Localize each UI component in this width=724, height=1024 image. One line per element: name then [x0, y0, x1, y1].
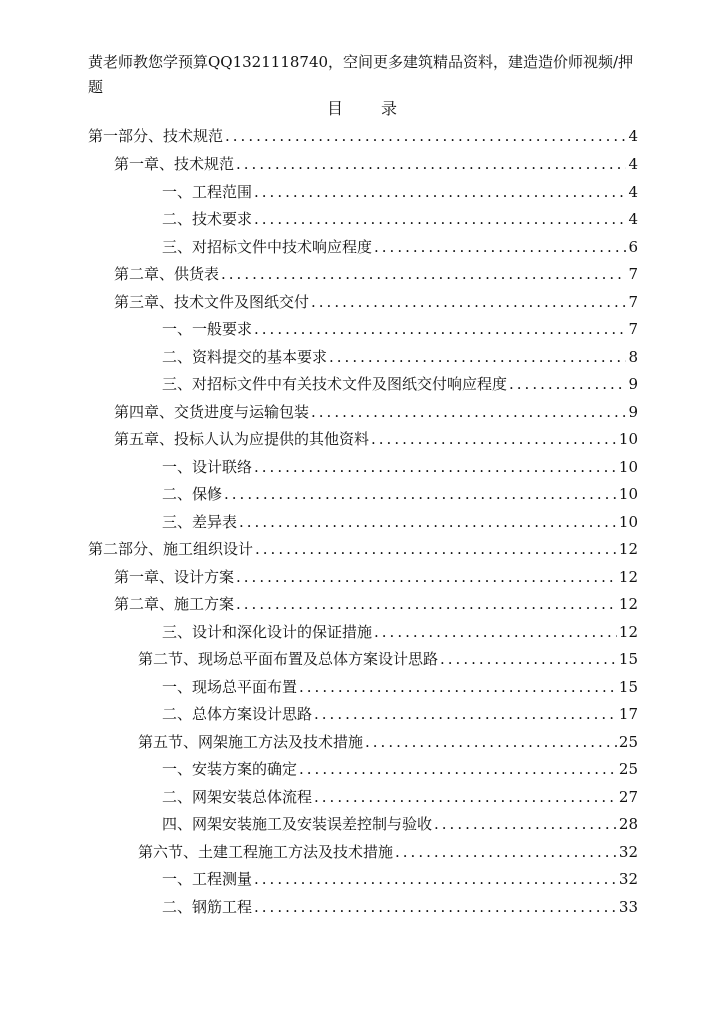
toc-entry-page: 8 [628, 348, 638, 366]
dot-leader [254, 865, 617, 893]
toc-entry[interactable] [114, 425, 638, 453]
toc-entry-label: 第四章、交货进度与运输包装 [114, 403, 310, 421]
toc-entry-page: 12 [618, 568, 638, 586]
dot-leader [221, 260, 626, 288]
toc-entry-label: 一、现场总平面布置 [162, 678, 298, 696]
toc-entry[interactable] [162, 508, 638, 536]
toc-entry[interactable] [162, 783, 638, 811]
toc-entry[interactable] [138, 728, 638, 756]
toc-entry-page: 4 [628, 183, 638, 201]
dot-leader [314, 783, 617, 811]
toc-entry[interactable] [138, 838, 638, 866]
toc-entry[interactable] [88, 535, 638, 563]
toc-entry[interactable] [162, 370, 638, 398]
toc-entry-page: 33 [618, 898, 638, 916]
toc-entry-label: 二、技术要求 [162, 210, 253, 228]
toc-entry-page: 17 [618, 705, 638, 723]
toc-entry[interactable] [162, 343, 638, 371]
toc-entry[interactable] [162, 453, 638, 481]
toc-entry-label: 第五章、投标人认为应提供的其他资料 [114, 430, 370, 448]
dot-leader [254, 893, 617, 921]
dot-leader [239, 508, 617, 536]
toc-entry-label: 第五节、网架施工方法及技术措施 [138, 733, 364, 751]
toc-entry-label: 三、设计和深化设计的保证措施 [162, 623, 373, 641]
dot-leader [374, 618, 617, 646]
toc-entry[interactable] [162, 893, 638, 921]
toc-entry-label: 第三章、技术文件及图纸交付 [114, 293, 310, 311]
header-note: 黄老师教您学预算QQ1321118740，空间更多建筑精品资料，建造造价师视频/押题 [88, 53, 634, 96]
toc-entry-label: 第一部分、技术规范 [88, 127, 224, 145]
toc-entry[interactable] [114, 260, 638, 288]
toc-entry[interactable] [162, 810, 638, 838]
toc-entry-label: 第六节、土建工程施工方法及技术措施 [138, 843, 394, 861]
dot-leader [254, 205, 626, 233]
toc-title-left: 目 [326, 99, 343, 118]
toc-entry-label: 二、网架安装总体流程 [162, 788, 313, 806]
toc-title [0, 97, 724, 121]
dot-leader [371, 425, 617, 453]
toc-entry-label: 第一章、设计方案 [114, 568, 235, 586]
toc-entry[interactable] [162, 618, 638, 646]
toc-entry-label: 二、资料提交的基本要求 [162, 348, 328, 366]
toc-entry-label: 一、设计联络 [162, 458, 253, 476]
dot-leader [434, 810, 617, 838]
dot-leader [224, 480, 617, 508]
toc-entry-page: 10 [618, 485, 638, 503]
toc-entry-label: 三、对招标文件中有关技术文件及图纸交付响应程度 [162, 375, 508, 393]
dot-leader [509, 370, 626, 398]
toc-entry-label: 二、保修 [162, 485, 223, 503]
toc-entry-page: 25 [618, 760, 638, 778]
dot-leader [225, 122, 626, 150]
toc-entry-page: 10 [618, 430, 638, 448]
toc-entry[interactable] [114, 150, 638, 178]
toc-entry-page: 7 [628, 320, 638, 338]
toc-entry[interactable] [162, 673, 638, 701]
toc-entry-label: 一、工程范围 [162, 183, 253, 201]
toc-title-right: 录 [381, 99, 398, 118]
dot-leader [299, 755, 617, 783]
dot-leader [254, 178, 626, 206]
toc-entry-page: 9 [628, 403, 638, 421]
toc-entry-label: 第一章、技术规范 [114, 155, 235, 173]
toc-entry[interactable] [114, 398, 638, 426]
toc-entry[interactable] [114, 288, 638, 316]
toc-entry-page: 7 [628, 293, 638, 311]
dot-leader [311, 288, 626, 316]
toc-entry[interactable] [162, 480, 638, 508]
toc-entry-page: 27 [618, 788, 638, 806]
toc-entry-page: 25 [618, 733, 638, 751]
toc-entry-label: 二、钢筋工程 [162, 898, 253, 916]
dot-leader [311, 398, 626, 426]
toc-entry-page: 15 [618, 650, 638, 668]
toc-entry-page: 32 [618, 843, 638, 861]
toc-entry-page: 32 [618, 870, 638, 888]
toc-entry-page: 6 [628, 238, 638, 256]
dot-leader [236, 590, 617, 618]
toc-entry-page: 12 [618, 623, 638, 641]
dot-leader [314, 700, 617, 728]
dot-leader [254, 453, 617, 481]
dot-leader [440, 645, 617, 673]
toc-entry[interactable] [162, 233, 638, 261]
toc-entry-page: 4 [628, 127, 638, 145]
toc-entry-page: 7 [628, 265, 638, 283]
toc-entry[interactable] [162, 865, 638, 893]
toc-entry-label: 第二部分、施工组织设计 [88, 540, 254, 558]
toc-entry[interactable] [162, 178, 638, 206]
dot-leader [254, 315, 626, 343]
toc-entry-page: 4 [628, 210, 638, 228]
toc-entry-label: 一、工程测量 [162, 870, 253, 888]
toc-entry-page: 9 [628, 375, 638, 393]
toc-entry[interactable] [162, 205, 638, 233]
dot-leader [236, 563, 617, 591]
toc-entry-label: 第二章、施工方案 [114, 595, 235, 613]
dot-leader [236, 150, 626, 178]
toc-entry[interactable] [162, 315, 638, 343]
toc-entry-page: 10 [618, 513, 638, 531]
toc-entry[interactable] [162, 755, 638, 783]
toc-entry-label: 一、一般要求 [162, 320, 253, 338]
toc-entry-page: 10 [618, 458, 638, 476]
toc-entry-label: 二、总体方案设计思路 [162, 705, 313, 723]
toc-entry[interactable] [88, 122, 638, 150]
toc-entry[interactable] [114, 563, 638, 591]
dot-leader [255, 535, 617, 563]
dot-leader [329, 343, 626, 371]
toc-entry-label: 三、对招标文件中技术响应程度 [162, 238, 373, 256]
toc-entry-label: 一、安装方案的确定 [162, 760, 298, 778]
toc-entry[interactable] [162, 700, 638, 728]
toc-entry[interactable] [138, 645, 638, 673]
toc-entry-label: 第二节、现场总平面布置及总体方案设计思路 [138, 650, 439, 668]
toc-entry-label: 四、网架安装施工及安装误差控制与验收 [162, 815, 433, 833]
toc-entry-page: 12 [618, 595, 638, 613]
dot-leader [374, 233, 626, 261]
dot-leader [299, 673, 617, 701]
dot-leader [365, 728, 617, 756]
dot-leader [395, 838, 617, 866]
toc-entry-label: 第二章、供货表 [114, 265, 220, 283]
toc-entry-page: 4 [628, 155, 638, 173]
toc-entry-page: 15 [618, 678, 638, 696]
toc-entry-page: 28 [618, 815, 638, 833]
toc-entry[interactable] [114, 590, 638, 618]
toc-entry-label: 三、差异表 [162, 513, 238, 531]
toc-entry-page: 12 [618, 540, 638, 558]
